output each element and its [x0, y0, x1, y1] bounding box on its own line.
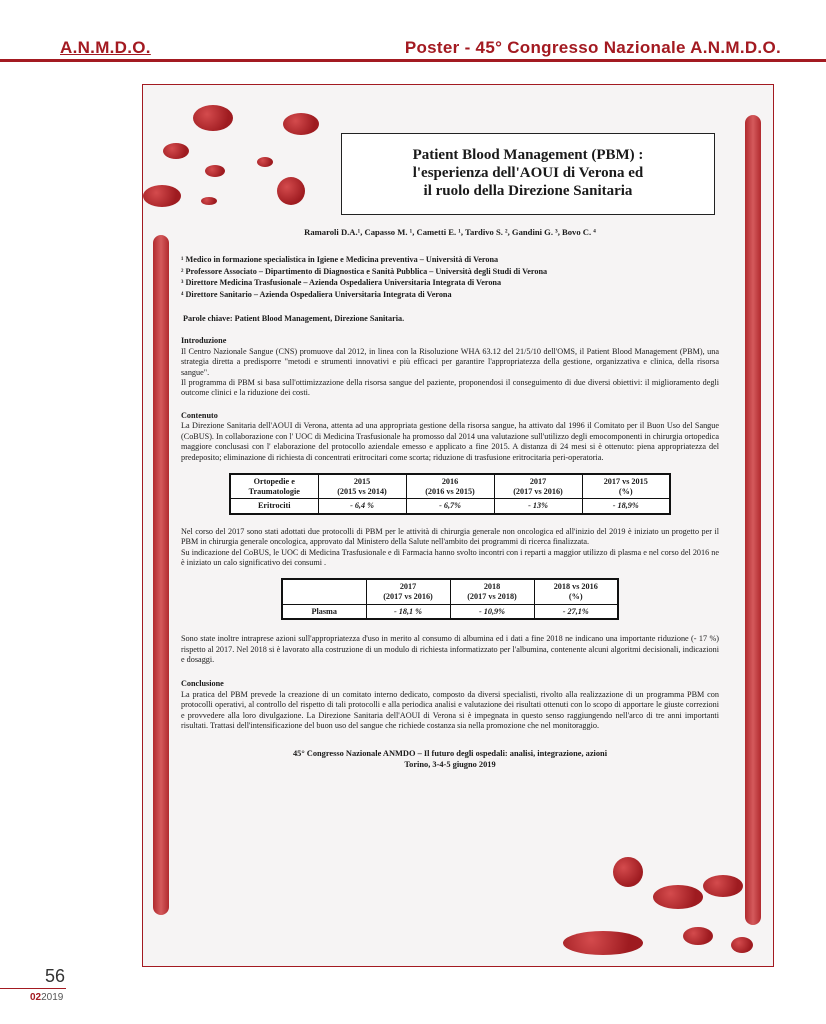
blood-drop-decor — [563, 931, 643, 955]
table-header-cell: 2016 (2016 vs 2015) — [406, 474, 494, 499]
blood-drop-decor — [205, 165, 225, 177]
right-decor-bar — [745, 115, 761, 925]
blood-drop-decor — [201, 197, 217, 205]
blood-drop-decor — [143, 185, 181, 207]
table-header-cell: 2015 (2015 vs 2014) — [318, 474, 406, 499]
issue-number: 02 — [30, 992, 42, 1003]
authors: Ramaroli D.A.¹, Capasso M. ¹, Cametti E. ¹, Tardivo S. ², Gandini G. ³, Bovo C. ⁴ — [304, 227, 596, 237]
affiliation: ⁴ Direttore Sanitario – Azienda Ospedaliera Universitaria Integrata di Verona — [181, 289, 452, 299]
content-paragraph: Sono state inoltre intraprese azioni sull'appropriatezza d'uso in merito al consumo di albumina ed i dati a fine 2018 ne indicano una importante riduzione (- 17 %) rispetto al 2017. Nel 2018 si è lavorato alla costruzione di un modulo di richiesta informatizzato per l'albumina, contenente alcuni algoritmi decisionali, indicazioni e dosaggi. — [181, 634, 719, 664]
affiliation: ² Professore Associato – Dipartimento di Diagnostica e Sanità Pubblica – Università degli Studi di Verona — [181, 266, 548, 276]
table-cell: - 13% — [494, 499, 582, 514]
affiliation: ³ Direttore Medicina Trasfusionale – Azienda Ospedaliera Universitaria Integrata di Verona — [181, 278, 502, 288]
poster-title — [341, 133, 715, 215]
conference-date: Torino, 3-4-5 giugno 2019 — [404, 759, 496, 769]
content-paragraph: La Direzione Sanitaria dell'AOUI di Verona, attenta ad una appropriata gestione della risorsa sangue, ha attivato dal 1996 il Comitato per il Buon Uso del Sangue (CoBUS). In collaborazione con l' UOC di Medicina Trasfusionale ha promosso dal 2014 una valutazione sull'utilizzo degli emocomponenti in chirurgia ortopedica maggiore conclusasi con l' elaborazione del protocollo aziendale emesso e applicato a fine 2015. A distanza di 24 mesi si è ottenuto: piena appropriatezza del predeposito; eliminazione di richiesta di concentrati eritrocitari come scorta; riduzione di trasfusione eritrocitaria peri-operatoria. — [181, 421, 719, 462]
content-paragraph: Nel corso del 2017 sono stati adottati due protocolli di PBM per le attività di chirurgia generale non oncologica ed all'inizio del 2019 è iniziato un progetto per il PBM in chirurgia generale oncologica, approvato dal Ministero della Salute nell'ambito dei programmi di ricerca finalizzata. — [181, 526, 719, 547]
table-header-cell: 2017 (2017 vs 2016) — [494, 474, 582, 499]
conference-name: 45° Congresso Nazionale ANMDO – Il futuro degli ospedali: analisi, integrazione, azioni — [292, 749, 608, 759]
table-header-row — [230, 474, 670, 499]
erythrocytes-table — [229, 473, 671, 515]
blood-drop-decor — [283, 113, 319, 135]
blood-drop-decor — [257, 157, 273, 167]
blood-drop-decor — [277, 177, 305, 205]
issue-label — [30, 992, 63, 1003]
poster — [142, 84, 774, 967]
plasma-table — [281, 578, 619, 620]
issue-year: 2019 — [41, 992, 64, 1003]
table-header-cell: 2017 vs 2015 (%) — [582, 474, 670, 499]
blood-drop-decor — [703, 875, 743, 897]
page-number-divider — [0, 988, 66, 989]
section-title: Poster - 45° Congresso Nazionale A.N.M.D.O. — [404, 38, 781, 57]
blood-drop-decor — [683, 927, 713, 945]
page-number: 56 — [45, 966, 66, 986]
blood-drop-decor — [653, 885, 703, 909]
table-cell: - 10,9% — [450, 604, 534, 619]
title-line: il ruolo della Direzione Sanitaria — [423, 183, 633, 199]
blood-drop-decor — [193, 105, 233, 131]
table-cell: - 6,7% — [406, 499, 494, 514]
table-header-cell: 2017 (2017 vs 2016) — [366, 579, 450, 604]
intro-paragraph: Il Centro Nazionale Sangue (CNS) promuove dal 2012, in linea con la Risoluzione WHA 63.12 del 21/5/10 dell'OMS, il Patient Blood Management (PBM), una strategia diretta a predisporre "metodi e strumenti innovativi e più efficaci per garantire l'appropriatezza della gestione, organizzativa e clinica, della risorsa sangue". — [181, 346, 719, 377]
left-decor-bar — [153, 235, 169, 915]
table-cell: - 18,9% — [582, 499, 670, 514]
content-paragraph: Su indicazione del CoBUS, le UOC di Medicina Trasfusionale e di Farmacia hanno svolto incontri con i reparti a maggior utilizzo di plasma e nel corso del 2016 ne è iniziato un calo significativo dei consumi . — [181, 547, 719, 567]
table-header-row — [282, 579, 618, 604]
content-heading: Contenuto — [181, 410, 218, 420]
table-cell: - 6,4 % — [318, 499, 406, 514]
affiliation: ¹ Medico in formazione specialistica in Igiene e Medicina preventiva – Università di Verona — [181, 255, 499, 265]
table-header-cell: Ortopedie e Traumatologie — [230, 474, 318, 499]
table-cell: - 27,1% — [534, 604, 618, 619]
conclusion-paragraph: La pratica del PBM prevede la creazione di un comitato interno dedicato, composto da diversi specialisti, rivolto alla realizzazione di un programma PBM con protocolli operativi, al controllo del rispetto di tali protocolli e alla periodica analisi e valutazione dei risultati ottenuti con lo scopo di apportare le giuste correzioni e provvedere alla loro divulgazione. La Direzione Sanitaria dell'AOUI di Verona si è impegnata in questo senso raggiungendo nell'arco di tre anni importanti risultati. Trattasi dell'intensificazione del buon uso del sangue che richiede costanza sia nella promozione che nel monitoraggio. — [181, 689, 719, 730]
conclusion-heading: Conclusione — [181, 679, 224, 689]
keywords: Parole chiave: Patient Blood Management, Direzione Sanitaria. — [183, 314, 405, 324]
table-header-cell — [282, 579, 366, 604]
header-divider — [0, 59, 826, 62]
table-header-cell: 2018 vs 2016 (%) — [534, 579, 618, 604]
poster-body — [181, 225, 719, 770]
table-row-label: Plasma — [282, 604, 366, 619]
affiliations — [181, 255, 719, 300]
blood-drop-decor — [613, 857, 643, 887]
intro-paragraph: Il programma di PBM si basa sull'ottimizzazione della risorsa sangue del paziente, proponendosi il conseguimento di due diversi obiettivi: il miglioramento degli outcome clinici e la riduzione dei costi. — [181, 378, 719, 398]
intro-heading: Introduzione — [181, 336, 227, 346]
table-row — [282, 604, 618, 619]
journal-logo: A.N.M.D.O. — [60, 38, 151, 57]
title-line: Patient Blood Management (PBM) : — [412, 147, 644, 163]
title-line: l'esperienza dell'AOUI di Verona ed — [412, 165, 644, 181]
conference-footer — [181, 749, 719, 770]
table-header-cell: 2018 (2017 vs 2018) — [450, 579, 534, 604]
table-cell: - 18,1 % — [366, 604, 450, 619]
table-row-label: Eritrociti — [230, 499, 318, 514]
table-row — [230, 499, 670, 514]
blood-drop-decor — [163, 143, 189, 159]
blood-drop-decor — [731, 937, 753, 953]
